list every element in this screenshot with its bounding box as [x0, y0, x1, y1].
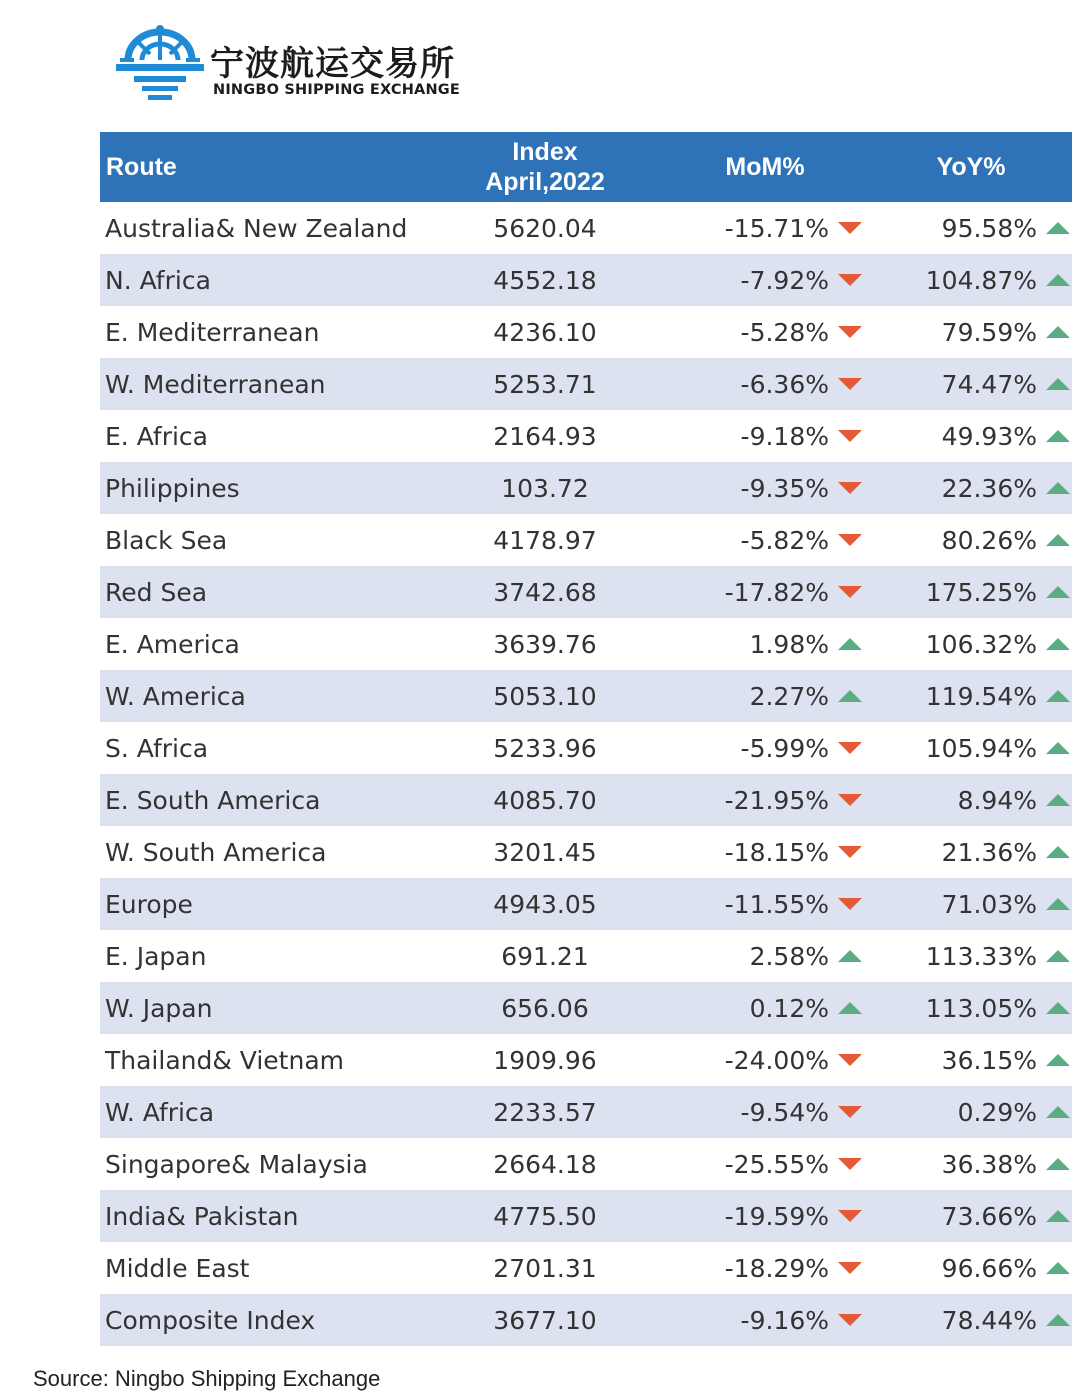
triangle-down-icon	[838, 326, 862, 338]
table-row	[100, 1190, 1072, 1242]
triangle-up-icon	[1046, 690, 1070, 702]
cell-mom	[660, 930, 870, 982]
table-row	[100, 1138, 1072, 1190]
cell-yoy	[870, 306, 1072, 358]
cell-yoy	[870, 462, 1072, 514]
cell-route	[100, 722, 460, 774]
cell-index	[460, 1138, 660, 1190]
header-index-line2: April,2022	[485, 168, 605, 196]
cell-mom-value: -5.28%	[740, 317, 829, 347]
table-header-row	[100, 132, 1072, 202]
cell-mom-value: -18.29%	[724, 1253, 829, 1283]
table-row	[100, 462, 1072, 514]
cell-yoy	[870, 1034, 1072, 1086]
triangle-up-icon	[1046, 326, 1070, 338]
cell-route	[100, 254, 460, 306]
cell-mom	[660, 618, 870, 670]
cell-mom	[660, 1294, 870, 1346]
cell-route	[100, 670, 460, 722]
cell-index	[460, 1294, 660, 1346]
cell-yoy-value: 22.36%	[941, 473, 1037, 503]
cell-index	[460, 410, 660, 462]
triangle-up-icon	[838, 1002, 862, 1014]
cell-route	[100, 1294, 460, 1346]
cell-index	[460, 722, 660, 774]
triangle-up-icon	[1046, 1106, 1070, 1118]
triangle-up-icon	[1046, 1002, 1070, 1014]
cell-yoy	[870, 1294, 1072, 1346]
cell-index-value: 2701.31	[493, 1253, 597, 1283]
cell-index	[460, 878, 660, 930]
cell-yoy	[870, 722, 1072, 774]
cell-yoy	[870, 1138, 1072, 1190]
cell-route	[100, 826, 460, 878]
cell-index-value: 691.21	[501, 941, 589, 971]
header-route: Route	[100, 132, 460, 202]
triangle-up-icon	[1046, 586, 1070, 598]
cell-mom	[660, 1086, 870, 1138]
table-row	[100, 618, 1072, 670]
cell-route	[100, 618, 460, 670]
cell-route-value: S. Africa	[105, 733, 209, 763]
table-row	[100, 982, 1072, 1034]
cell-yoy	[870, 410, 1072, 462]
cell-mom	[660, 410, 870, 462]
header-mom: MoM%	[660, 132, 870, 202]
cell-index	[460, 982, 660, 1034]
triangle-down-icon	[838, 846, 862, 858]
cell-yoy-value: 8.94%	[957, 785, 1037, 815]
cell-index-value: 103.72	[501, 473, 589, 503]
cell-mom	[660, 306, 870, 358]
cell-index	[460, 462, 660, 514]
cell-route-value: W. Mediterranean	[105, 369, 326, 399]
cell-index-value: 4085.70	[493, 785, 597, 815]
cell-mom	[660, 1034, 870, 1086]
triangle-up-icon	[1046, 430, 1070, 442]
cell-mom	[660, 878, 870, 930]
cell-index	[460, 202, 660, 254]
cell-index-value: 4775.50	[493, 1201, 597, 1231]
cell-route	[100, 514, 460, 566]
triangle-down-icon	[838, 1158, 862, 1170]
triangle-up-icon	[838, 638, 862, 650]
cell-route-value: E. Japan	[105, 941, 207, 971]
cell-index-value: 2664.18	[493, 1149, 597, 1179]
header-index-line1: Index	[512, 138, 578, 166]
cell-yoy-value: 80.26%	[941, 525, 1037, 555]
cell-yoy-value: 73.66%	[941, 1201, 1037, 1231]
cell-route-value: E. America	[105, 629, 240, 659]
cell-route	[100, 202, 460, 254]
cell-route	[100, 1034, 460, 1086]
table-row	[100, 826, 1072, 878]
cell-route-value: Australia& New Zealand	[105, 213, 408, 243]
triangle-down-icon	[838, 430, 862, 442]
triangle-up-icon	[1046, 1262, 1070, 1274]
cell-route-value: Middle East	[105, 1253, 250, 1283]
cell-index	[460, 1034, 660, 1086]
cell-route-value: W. Africa	[105, 1097, 215, 1127]
table-row	[100, 1086, 1072, 1138]
cell-index-value: 5620.04	[493, 213, 597, 243]
cell-mom	[660, 722, 870, 774]
cell-mom	[660, 358, 870, 410]
cell-yoy	[870, 566, 1072, 618]
cell-route	[100, 878, 460, 930]
cell-index-value: 3742.68	[493, 577, 597, 607]
cell-index-value: 4943.05	[493, 889, 597, 919]
cell-index-value: 4178.97	[493, 525, 597, 555]
triangle-up-icon	[1046, 742, 1070, 754]
cell-route-value: W. America	[105, 681, 246, 711]
cell-mom-value: -25.55%	[724, 1149, 829, 1179]
table-row	[100, 1242, 1072, 1294]
cell-yoy-value: 79.59%	[941, 317, 1037, 347]
cell-yoy-value: 21.36%	[941, 837, 1037, 867]
cell-yoy	[870, 826, 1072, 878]
cell-mom-value: -24.00%	[724, 1045, 829, 1075]
cell-route-value: E. Mediterranean	[105, 317, 320, 347]
cell-mom-value: 1.98%	[749, 629, 829, 659]
cell-route	[100, 1086, 460, 1138]
triangle-up-icon	[1046, 1158, 1070, 1170]
cell-mom	[660, 1190, 870, 1242]
triangle-up-icon	[1046, 846, 1070, 858]
table-row	[100, 202, 1072, 254]
cell-yoy-value: 96.66%	[941, 1253, 1037, 1283]
table-row	[100, 566, 1072, 618]
triangle-down-icon	[838, 222, 862, 234]
cell-index-value: 5053.10	[493, 681, 597, 711]
cell-route-value: E. South America	[105, 785, 321, 815]
cell-yoy-value: 106.32%	[925, 629, 1037, 659]
triangle-down-icon	[838, 274, 862, 286]
triangle-up-icon	[1046, 274, 1070, 286]
cell-route	[100, 410, 460, 462]
triangle-down-icon	[838, 898, 862, 910]
cell-route-value: Europe	[105, 889, 193, 919]
cell-yoy-value: 74.47%	[941, 369, 1037, 399]
source-note: Source: Ningbo Shipping Exchange	[33, 1366, 381, 1391]
cell-index	[460, 826, 660, 878]
cell-index-value: 3677.10	[493, 1305, 597, 1335]
cell-yoy	[870, 1086, 1072, 1138]
triangle-down-icon	[838, 1314, 862, 1326]
cell-mom	[660, 1242, 870, 1294]
cell-index-value: 3201.45	[493, 837, 597, 867]
cell-route	[100, 1190, 460, 1242]
cell-route	[100, 462, 460, 514]
cell-mom-value: -9.18%	[740, 421, 829, 451]
table-row	[100, 358, 1072, 410]
table-row	[100, 254, 1072, 306]
cell-mom	[660, 254, 870, 306]
cell-mom-value: -11.55%	[724, 889, 829, 919]
cell-index	[460, 1242, 660, 1294]
cell-yoy	[870, 254, 1072, 306]
cell-index-value: 2164.93	[493, 421, 597, 451]
cell-mom-value: -7.92%	[740, 265, 829, 295]
cell-route-value: N. Africa	[105, 265, 211, 295]
cell-yoy-value: 175.25%	[925, 577, 1037, 607]
triangle-up-icon	[1046, 378, 1070, 390]
cell-mom-value: 0.12%	[749, 993, 829, 1023]
cell-mom	[660, 774, 870, 826]
cell-index	[460, 618, 660, 670]
triangle-up-icon	[1046, 1054, 1070, 1066]
cell-yoy	[870, 670, 1072, 722]
cell-mom-value: -9.16%	[740, 1305, 829, 1335]
cell-index	[460, 1190, 660, 1242]
cell-index-value: 5253.71	[493, 369, 597, 399]
cell-mom-value: -9.54%	[740, 1097, 829, 1127]
triangle-down-icon	[838, 378, 862, 390]
cell-index-value: 2233.57	[493, 1097, 597, 1127]
triangle-up-icon	[1046, 222, 1070, 234]
cell-route-value: W. Japan	[105, 993, 213, 1023]
cell-yoy-value: 95.58%	[941, 213, 1037, 243]
cell-mom-value: -5.99%	[740, 733, 829, 763]
cell-mom-value: -6.36%	[740, 369, 829, 399]
cell-route-value: Red Sea	[105, 577, 208, 607]
cell-yoy	[870, 1190, 1072, 1242]
cell-route-value: Composite Index	[105, 1305, 316, 1335]
triangle-down-icon	[838, 1054, 862, 1066]
cell-yoy-value: 113.33%	[925, 941, 1037, 971]
triangle-down-icon	[838, 482, 862, 494]
cell-mom-value: -18.15%	[724, 837, 829, 867]
cell-index-value: 5233.96	[493, 733, 597, 763]
cell-route	[100, 774, 460, 826]
cell-mom-value: 2.58%	[749, 941, 829, 971]
cell-route-value: India& Pakistan	[105, 1201, 299, 1231]
table-row	[100, 670, 1072, 722]
cell-index	[460, 306, 660, 358]
cell-index	[460, 1086, 660, 1138]
cell-mom-value: -9.35%	[740, 473, 829, 503]
triangle-up-icon	[1046, 534, 1070, 546]
ship-wheel-icon	[116, 24, 204, 104]
triangle-down-icon	[838, 1262, 862, 1274]
cell-yoy	[870, 982, 1072, 1034]
cell-index-value: 656.06	[501, 993, 589, 1023]
cell-mom	[660, 1138, 870, 1190]
cell-yoy	[870, 930, 1072, 982]
cell-yoy	[870, 514, 1072, 566]
cell-mom-value: -17.82%	[724, 577, 829, 607]
cell-route	[100, 566, 460, 618]
cell-yoy	[870, 202, 1072, 254]
triangle-down-icon	[838, 742, 862, 754]
triangle-up-icon	[838, 950, 862, 962]
triangle-down-icon	[838, 534, 862, 546]
cell-yoy	[870, 878, 1072, 930]
freight-index-table	[100, 132, 1072, 1346]
cell-index	[460, 774, 660, 826]
cell-mom-value: -5.82%	[740, 525, 829, 555]
triangle-down-icon	[838, 1210, 862, 1222]
cell-yoy-value: 36.15%	[941, 1045, 1037, 1075]
triangle-up-icon	[1046, 794, 1070, 806]
cell-index	[460, 670, 660, 722]
cell-yoy	[870, 1242, 1072, 1294]
cell-yoy-value: 71.03%	[941, 889, 1037, 919]
cell-index	[460, 566, 660, 618]
table-row	[100, 306, 1072, 358]
cell-yoy	[870, 774, 1072, 826]
triangle-up-icon	[838, 690, 862, 702]
cell-route	[100, 306, 460, 358]
table-row	[100, 774, 1072, 826]
table-row	[100, 410, 1072, 462]
cell-index-value: 4236.10	[493, 317, 597, 347]
cell-index	[460, 930, 660, 982]
cell-yoy-value: 0.29%	[957, 1097, 1037, 1127]
cell-route	[100, 1138, 460, 1190]
cell-route-value: W. South America	[105, 837, 327, 867]
cell-yoy-value: 113.05%	[925, 993, 1037, 1023]
triangle-up-icon	[1046, 1210, 1070, 1222]
cell-route	[100, 982, 460, 1034]
cell-yoy-value: 119.54%	[925, 681, 1037, 711]
cell-index-value: 4552.18	[493, 265, 597, 295]
table-row	[100, 722, 1072, 774]
table-row	[100, 1294, 1072, 1346]
cell-yoy-value: 78.44%	[941, 1305, 1037, 1335]
cell-index	[460, 514, 660, 566]
triangle-down-icon	[838, 794, 862, 806]
triangle-up-icon	[1046, 638, 1070, 650]
cell-route-value: Black Sea	[105, 525, 228, 555]
cell-route-value: E. Africa	[105, 421, 208, 451]
cell-route	[100, 1242, 460, 1294]
cell-mom-value: -15.71%	[724, 213, 829, 243]
header-index	[460, 132, 660, 202]
logo-english-name: NINGBO SHIPPING EXCHANGE	[213, 82, 461, 98]
cell-route	[100, 930, 460, 982]
cell-yoy-value: 105.94%	[925, 733, 1037, 763]
exchange-logo	[116, 24, 496, 108]
triangle-up-icon	[1046, 950, 1070, 962]
triangle-up-icon	[1046, 1314, 1070, 1326]
cell-route	[100, 358, 460, 410]
cell-route-value: Singapore& Malaysia	[105, 1149, 368, 1179]
cell-route-value: Thailand& Vietnam	[105, 1045, 345, 1075]
cell-yoy	[870, 618, 1072, 670]
triangle-down-icon	[838, 1106, 862, 1118]
header-yoy: YoY%	[870, 132, 1072, 202]
cell-index-value: 3639.76	[493, 629, 597, 659]
cell-mom	[660, 514, 870, 566]
cell-route-value: Philippines	[105, 473, 240, 503]
cell-mom	[660, 826, 870, 878]
logo-chinese-name: 宁波航运交易所	[210, 44, 455, 84]
cell-yoy-value: 104.87%	[925, 265, 1037, 295]
triangle-up-icon	[1046, 482, 1070, 494]
table-row	[100, 1034, 1072, 1086]
cell-mom	[660, 462, 870, 514]
cell-mom	[660, 982, 870, 1034]
cell-mom	[660, 566, 870, 618]
cell-mom-value: -19.59%	[724, 1201, 829, 1231]
cell-mom-value: -21.95%	[724, 785, 829, 815]
cell-mom	[660, 670, 870, 722]
table-row	[100, 930, 1072, 982]
cell-yoy-value: 49.93%	[941, 421, 1037, 451]
triangle-down-icon	[838, 586, 862, 598]
cell-index	[460, 254, 660, 306]
cell-yoy	[870, 358, 1072, 410]
table-row	[100, 514, 1072, 566]
cell-index	[460, 358, 660, 410]
cell-index-value: 1909.96	[493, 1045, 597, 1075]
cell-mom	[660, 202, 870, 254]
cell-yoy-value: 36.38%	[941, 1149, 1037, 1179]
triangle-up-icon	[1046, 898, 1070, 910]
table-row	[100, 878, 1072, 930]
cell-mom-value: 2.27%	[749, 681, 829, 711]
